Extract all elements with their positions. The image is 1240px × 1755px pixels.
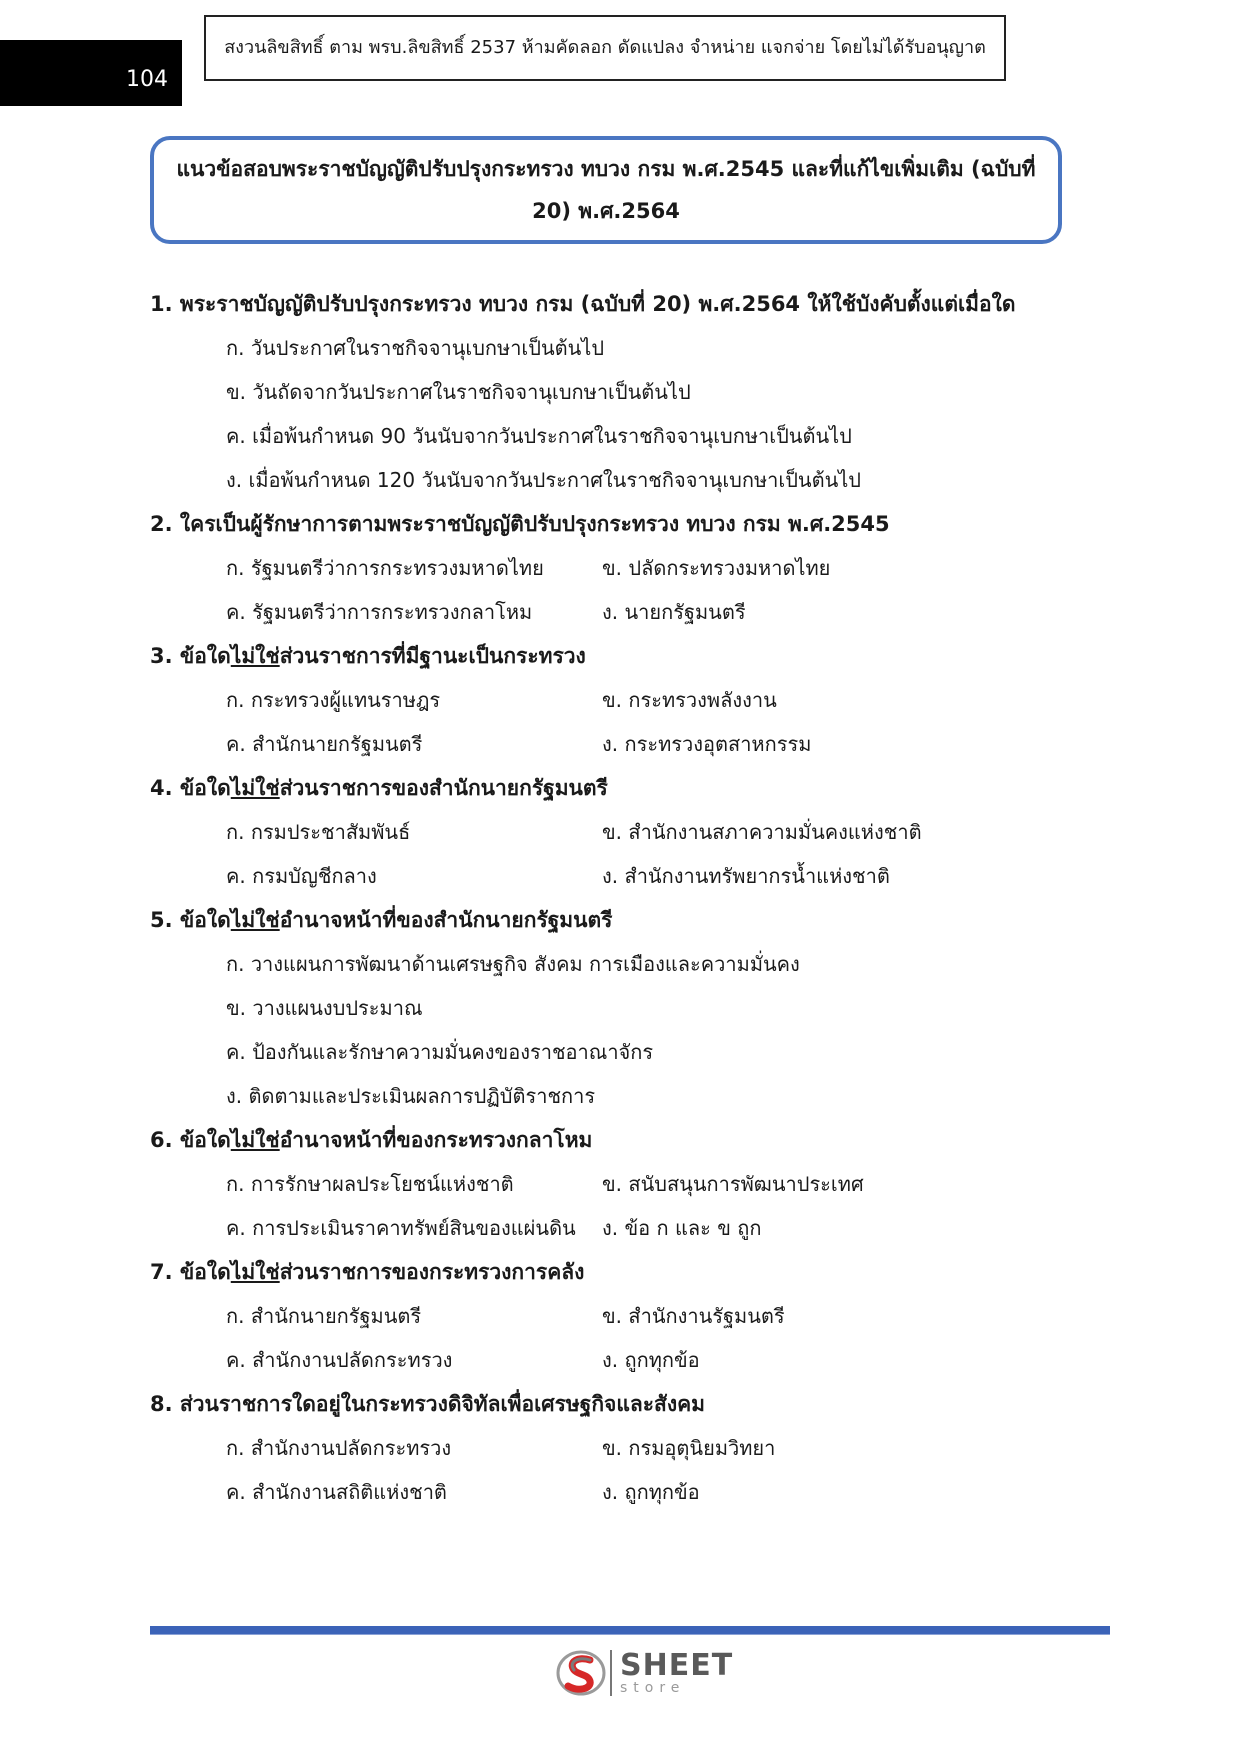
option: ก. สำนักงานปลัดกระทรวง — [226, 1436, 452, 1460]
option: ค. การประเมินราคาทรัพย์สินของแผ่นดิน — [226, 1216, 576, 1240]
option: ค. เมื่อพ้นกำหนด 90 วันนับจากวันประกาศในราชกิจจานุเบกษาเป็นต้นไป — [226, 424, 852, 448]
logo-sub-text: store — [620, 1680, 686, 1696]
question-list — [150, 282, 1110, 1514]
page-title: แนวข้อสอบพระราชบัญญัติปรับปรุงกระทรวง ทบวง กรม พ.ศ.2545 และที่แก้ไขเพิ่มเติม (ฉบับที่ 20) พ.ศ.2564 — [176, 157, 1036, 223]
footer-divider — [150, 1626, 1110, 1634]
copyright-notice: สงวนลิขสิทธิ์ ตาม พรบ.ลิขสิทธิ์ 2537 ห้ามคัดลอก ดัดแปลง จำหน่าย แจกจ่าย โดยไม่ได้รับอนุญาต — [204, 15, 1006, 81]
logo-wordmark — [620, 1648, 734, 1696]
option: ก. สำนักนายกรัฐมนตรี — [226, 1304, 422, 1328]
question-6 — [150, 1118, 1110, 1250]
question-text: 2. ใครเป็นผู้รักษาการตามพระราชบัญญัติปรับปรุงกระทรวง ทบวง กรม พ.ศ.2545 — [150, 512, 890, 536]
option: ง. นายกรัฐมนตรี — [602, 600, 746, 624]
title-box — [150, 136, 1062, 244]
option: ข. ปลัดกระทรวงมหาดไทย — [602, 556, 831, 580]
question-8 — [150, 1382, 1110, 1514]
question-4 — [150, 766, 1110, 898]
option: ง. กระทรวงอุตสาหกรรม — [602, 732, 812, 756]
question-2 — [150, 502, 1110, 634]
option: ง. เมื่อพ้นกำหนด 120 วันนับจากวันประกาศในราชกิจจานุเบกษาเป็นต้นไป — [226, 468, 861, 492]
question-3 — [150, 634, 1110, 766]
logo-divider — [610, 1650, 612, 1696]
option: ค. สำนักนายกรัฐมนตรี — [226, 732, 423, 756]
option: ง. ติดตามและประเมินผลการปฏิบัติราชการ — [226, 1084, 596, 1108]
logo-main-text: SHEET — [620, 1648, 734, 1683]
option: ค. สำนักงานปลัดกระทรวง — [226, 1348, 453, 1372]
option: ข. วันถัดจากวันประกาศในราชกิจจานุเบกษาเป็นต้นไป — [226, 380, 691, 404]
question-text: 7. ข้อใดไม่ใช่ส่วนราชการของกระทรวงการคลัง — [150, 1260, 585, 1284]
question-1 — [150, 282, 1110, 502]
option: ก. วันประกาศในราชกิจจานุเบกษาเป็นต้นไป — [226, 336, 605, 360]
option: ก. การรักษาผลประโยชน์แห่งชาติ — [226, 1172, 514, 1196]
question-text: 8. ส่วนราชการใดอยู่ในกระทรวงดิจิทัลเพื่อเศรษฐกิจและสังคม — [150, 1392, 706, 1416]
option: ค. สำนักงานสถิติแห่งชาติ — [226, 1480, 447, 1504]
question-5 — [150, 898, 1110, 1118]
sheet-store-s-logo-icon — [556, 1648, 606, 1698]
option: ข. วางแผนงบประมาณ — [226, 996, 423, 1020]
option: ง. ถูกทุกข้อ — [602, 1480, 700, 1504]
question-text: 4. ข้อใดไม่ใช่ส่วนราชการของสำนักนายกรัฐมนตรี — [150, 776, 608, 800]
page-number: 104 — [126, 67, 168, 92]
option: ก. รัฐมนตรีว่าการกระทรวงมหาดไทย — [226, 556, 544, 580]
option: ก. กรมประชาสัมพันธ์ — [226, 820, 411, 844]
option: ข. สนับสนุนการพัฒนาประเทศ — [602, 1172, 864, 1196]
option: ข. กระทรวงพลังงาน — [602, 688, 777, 712]
question-text: 6. ข้อใดไม่ใช่อำนาจหน้าที่ของกระทรวงกลาโหม — [150, 1128, 593, 1152]
option: ค. กรมบัญชีกลาง — [226, 864, 377, 888]
question-7 — [150, 1250, 1110, 1382]
option: ง. ถูกทุกข้อ — [602, 1348, 700, 1372]
question-text: 1. พระราชบัญญัติปรับปรุงกระทรวง ทบวง กรม (ฉบับที่ 20) พ.ศ.2564 ให้ใช้บังคับตั้งแต่เมื่อใด — [150, 292, 1016, 316]
option: ก. วางแผนการพัฒนาด้านเศรษฐกิจ สังคม การเมืองและความมั่นคง — [226, 952, 800, 976]
question-text: 5. ข้อใดไม่ใช่อำนาจหน้าที่ของสำนักนายกรัฐมนตรี — [150, 908, 613, 932]
sheet-store-logo — [556, 1648, 733, 1698]
option: ค. รัฐมนตรีว่าการกระทรวงกลาโหม — [226, 600, 533, 624]
option: ก. กระทรวงผู้แทนราษฎร — [226, 688, 441, 712]
question-text: 3. ข้อใดไม่ใช่ส่วนราชการที่มีฐานะเป็นกระทรวง — [150, 644, 586, 668]
option: ข. กรมอุตุนิยมวิทยา — [602, 1436, 776, 1460]
option: ข. สำนักงานรัฐมนตรี — [602, 1304, 785, 1328]
option: ค. ป้องกันและรักษาความมั่นคงของราชอาณาจักร — [226, 1040, 654, 1064]
option: ง. สำนักงานทรัพยากรน้ำแห่งชาติ — [602, 864, 890, 888]
option: ง. ข้อ ก และ ข ถูก — [602, 1216, 762, 1240]
option: ข. สำนักงานสภาความมั่นคงแห่งชาติ — [602, 820, 922, 844]
